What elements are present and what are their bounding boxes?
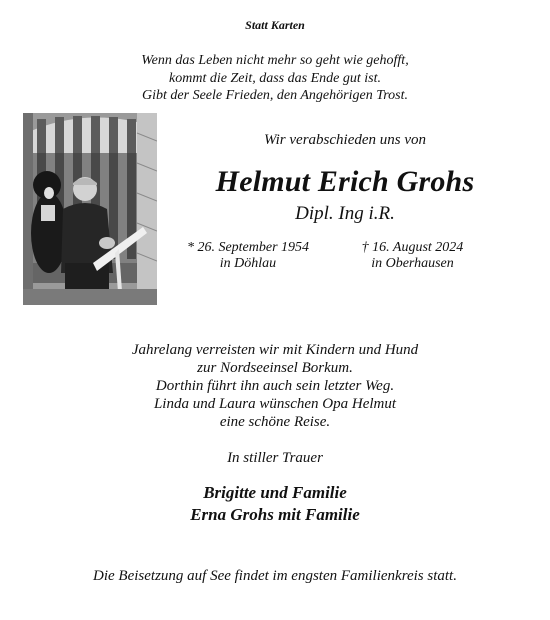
story-line: Dorthin führt ihn auch sein letzter Weg.: [155, 378, 395, 394]
verse-line: Wenn das Leben nicht mehr so geht wie gehofft,: [141, 53, 409, 68]
death-place: in Oberhausen: [371, 256, 454, 271]
death-date: † 16. August 2024: [361, 240, 464, 255]
birth-place: in Döhlau: [219, 256, 277, 271]
intro-text: Wir verabschieden uns von: [263, 132, 427, 148]
verse-line: Gibt der Seele Frieden, den Angehörigen Trost.: [142, 88, 408, 103]
portrait-photo-illustration: [23, 113, 157, 305]
portrait-photo: [23, 113, 157, 305]
notice-header: Statt Karten: [245, 18, 305, 32]
deceased-name: Helmut Erich Grohs: [215, 165, 475, 198]
family-name: Erna Grohs mit Familie: [190, 505, 360, 524]
birth-info: [183, 240, 313, 272]
story-line: eine schöne Reise.: [219, 414, 331, 430]
mourning-label: In stiller Trauer: [227, 450, 323, 466]
family-name: Brigitte und Familie: [203, 483, 347, 502]
story-line: Linda und Laura wünschen Opa Helmut: [153, 396, 397, 412]
burial-note: Die Beisetzung auf See findet im engsten Familienkreis statt.: [93, 568, 457, 584]
death-info: [350, 240, 475, 272]
birth-date: * 26. September 1954: [186, 240, 310, 255]
story: [0, 341, 550, 431]
deceased-title: Dipl. Ing i.R.: [295, 203, 395, 224]
story-line: zur Nordseeinsel Borkum.: [197, 360, 353, 376]
verse-line: kommt die Zeit, dass das Ende gut ist.: [169, 70, 381, 86]
family-names: [0, 482, 550, 526]
story-line: Jahrelang verreisten wir mit Kindern und Hund: [131, 342, 419, 358]
verse: [0, 52, 550, 105]
